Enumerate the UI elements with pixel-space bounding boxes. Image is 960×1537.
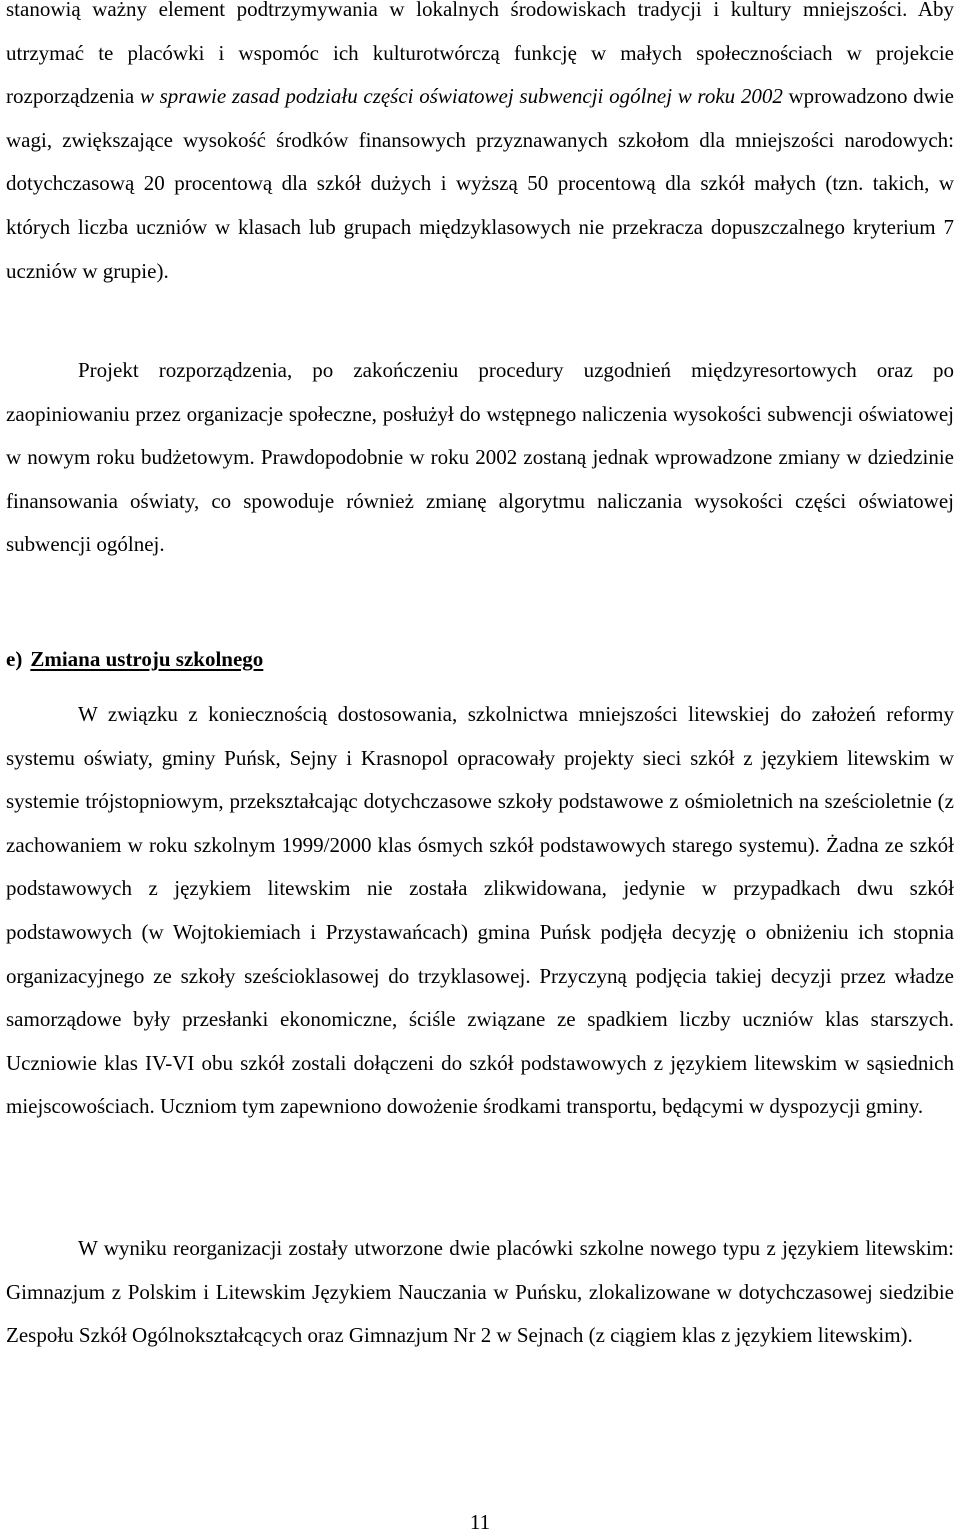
paragraph-school-network [6, 693, 954, 1129]
page-number: 11 [469, 1510, 491, 1534]
section-number: e) [6, 647, 23, 671]
paragraph-text: W wyniku reorganizacji zostały utworzone dwie placówki szkolne nowego typu z językiem litewskim: Gimnazjum z Polskim i Litewskim Językiem Nauczania w Puńsku, zlokalizowane w dotychczasowej siedzibie Zespołu Szkół Ogólnokształcących oraz Gimnazjum Nr 2 w Sejnach (z ciągiem klas z językiem litewskim). [6, 1236, 954, 1348]
section-title: Zmiana ustroju szkolnego [30, 647, 264, 671]
paragraph-subsidy-weights [6, 0, 954, 293]
paragraph-text: Projekt rozporządzenia, po zakończeniu procedury uzgodnień międzyresortowych oraz po zaopiniowaniu przez organizacje społeczne, posłużył do wstępnego naliczenia wysokości subwencji oświatowej w nowym roku budżetowym. Prawdopodobnie w roku 2002 zostaną jednak wprowadzone zmiany w dziedzinie finansowania oświaty, co spowoduje również zmianę algorytmu naliczania wysokości części oświatowej subwencji ogólnej. [6, 358, 954, 557]
paragraph-text: stanowią ważny element podtrzymywania w lokalnych środowiskach tradycji i kultury mniejszości. Aby utrzymać te placówki i wspomóc ich kulturotwórczą funkcję w małych społecznościach w projekcie rozporządzenia [6, 0, 954, 109]
regulation-title-italic: w sprawie zasad podziału części oświatowej subwencji ogólnej w roku 2002 [139, 84, 783, 109]
paragraph-regulation-draft [6, 349, 954, 567]
section-heading [6, 638, 263, 682]
paragraph-text: wprowadzono dwie wagi, zwiększające wysokość środków finansowych przyznawanych szkołom dla mniejszości narodowych: dotychczasową 20 procentową dla szkół dużych i wyższą 50 procentową dla szkół małych (tzn. takich, w których liczba uczniów w klasach lub grupach międzyklasowych nie przekracza dopuszczalnego kryterium 7 uczniów w grupie). [6, 84, 954, 283]
paragraph-reorganization [6, 1227, 954, 1358]
paragraph-text: W związku z koniecznością dostosowania, szkolnictwa mniejszości litewskiej do założeń reformy systemu oświaty, gminy Puńsk, Sejny i Krasnopol opracowały projekty sieci szkół z językiem litewskim w systemie trójstopniowym, przekształcając dotychczasowe szkoły podstawowe z ośmioletnich na sześcioletnie (z zachowaniem w roku szkolnym 1999/2000 klas ósmych szkół podstawowych starego systemu). Żadna ze szkół podstawowych z językiem litewskim nie została zlikwidowana, jedynie w przypadkach dwu szkół podstawowych (w Wojtokiemiach i Przystawańcach) gmina Puńsk podjęła decyzję o obniżeniu ich stopnia organizacyjnego ze szkoły sześcioklasowej do trzyklasowej. Przyczyną podjęcia takiej decyzji przez władze samorządowe były przesłanki ekonomiczne, ściśle związane ze spadkiem liczby uczniów klas starszych. Uczniowie klas IV-VI obu szkół zostali dołączeni do szkół podstawowych z językiem litewskim w sąsiednich miejscowościach. Uczniom tym zapewniono dowożenie środkami transportu, będącymi w dyspozycji gminy. [6, 702, 954, 1119]
